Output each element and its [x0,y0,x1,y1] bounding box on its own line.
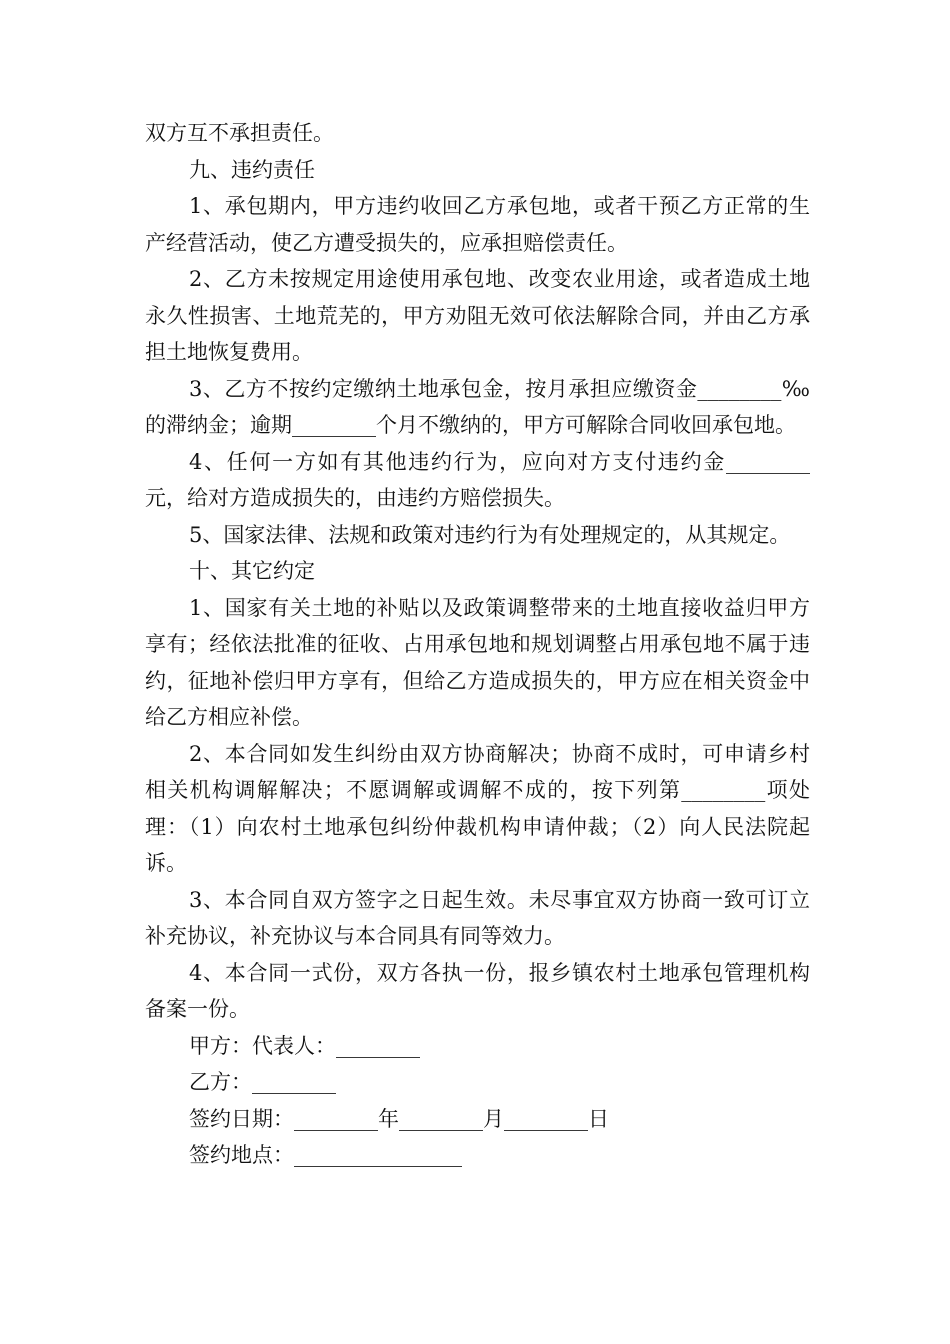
signing-date: 签约日期：________年________月________日 [189,1106,609,1131]
clause-9-2: 2、乙方未按规定用途使用承包地、改变农业用途，或者造成土地永久性损害、土地荒芜的，甲方劝阻无效可依法解除合同，并由乙方承担土地恢复费用。 [145,267,810,364]
clause-9-3: 3、乙方不按约定缴纳土地承包金，按月承担应缴资金________‰的滞纳金；逾期________个月不缴纳的，甲方可解除合同收回承包地。 [145,376,810,437]
clause-10-3: 3、本合同自双方签字之日起生效。未尽事宜双方协商一致可订立补充协议，补充协议与本合同具有同等效力。 [145,887,810,948]
signature-party-a: 甲方：代表人：________ [189,1033,420,1058]
section-heading-9: 九、违约责任 [189,157,315,182]
signing-location: 签约地点：________________ [189,1143,462,1167]
section-heading-10: 十、其它约定 [189,559,315,583]
paragraph-continuation: 双方互不承担责任。 [145,121,334,145]
signature-party-b: 乙方：________ [189,1070,336,1094]
clause-10-2: 2、本合同如发生纠纷由双方协商解决；协商不成时，可申请乡村相关机构调解解决；不愿调解或调解不成的，按下列第________项处理：（1）向农村土地承包纠纷仲裁机构申请仲裁；（2）向人民法院起诉。 [145,741,810,875]
document-body [145,115,810,1174]
clause-10-4: 4、本合同一式份，双方各执一份，报乡镇农村土地承包管理机构备案一份。 [145,960,810,1021]
clause-9-1: 1、承包期内，甲方违约收回乙方承包地，或者干预乙方正常的生产经营活动，使乙方遭受损失的，应承担赔偿责任。 [145,194,810,255]
clause-9-4: 4、任何一方如有其他违约行为，应向对方支付违约金________元，给对方造成损失的，由违约方赔偿损失。 [145,449,810,510]
clause-9-5: 5、国家法律、法规和政策对违约行为有处理规定的，从其规定。 [189,522,791,547]
clause-10-1: 1、国家有关土地的补贴以及政策调整带来的土地直接收益归甲方享有；经依法批准的征收、占用承包地和规划调整占用承包地不属于违约，征地补偿归甲方享有，但给乙方造成损失的，甲方应在相关资金中给乙方相应补偿。 [145,595,810,729]
